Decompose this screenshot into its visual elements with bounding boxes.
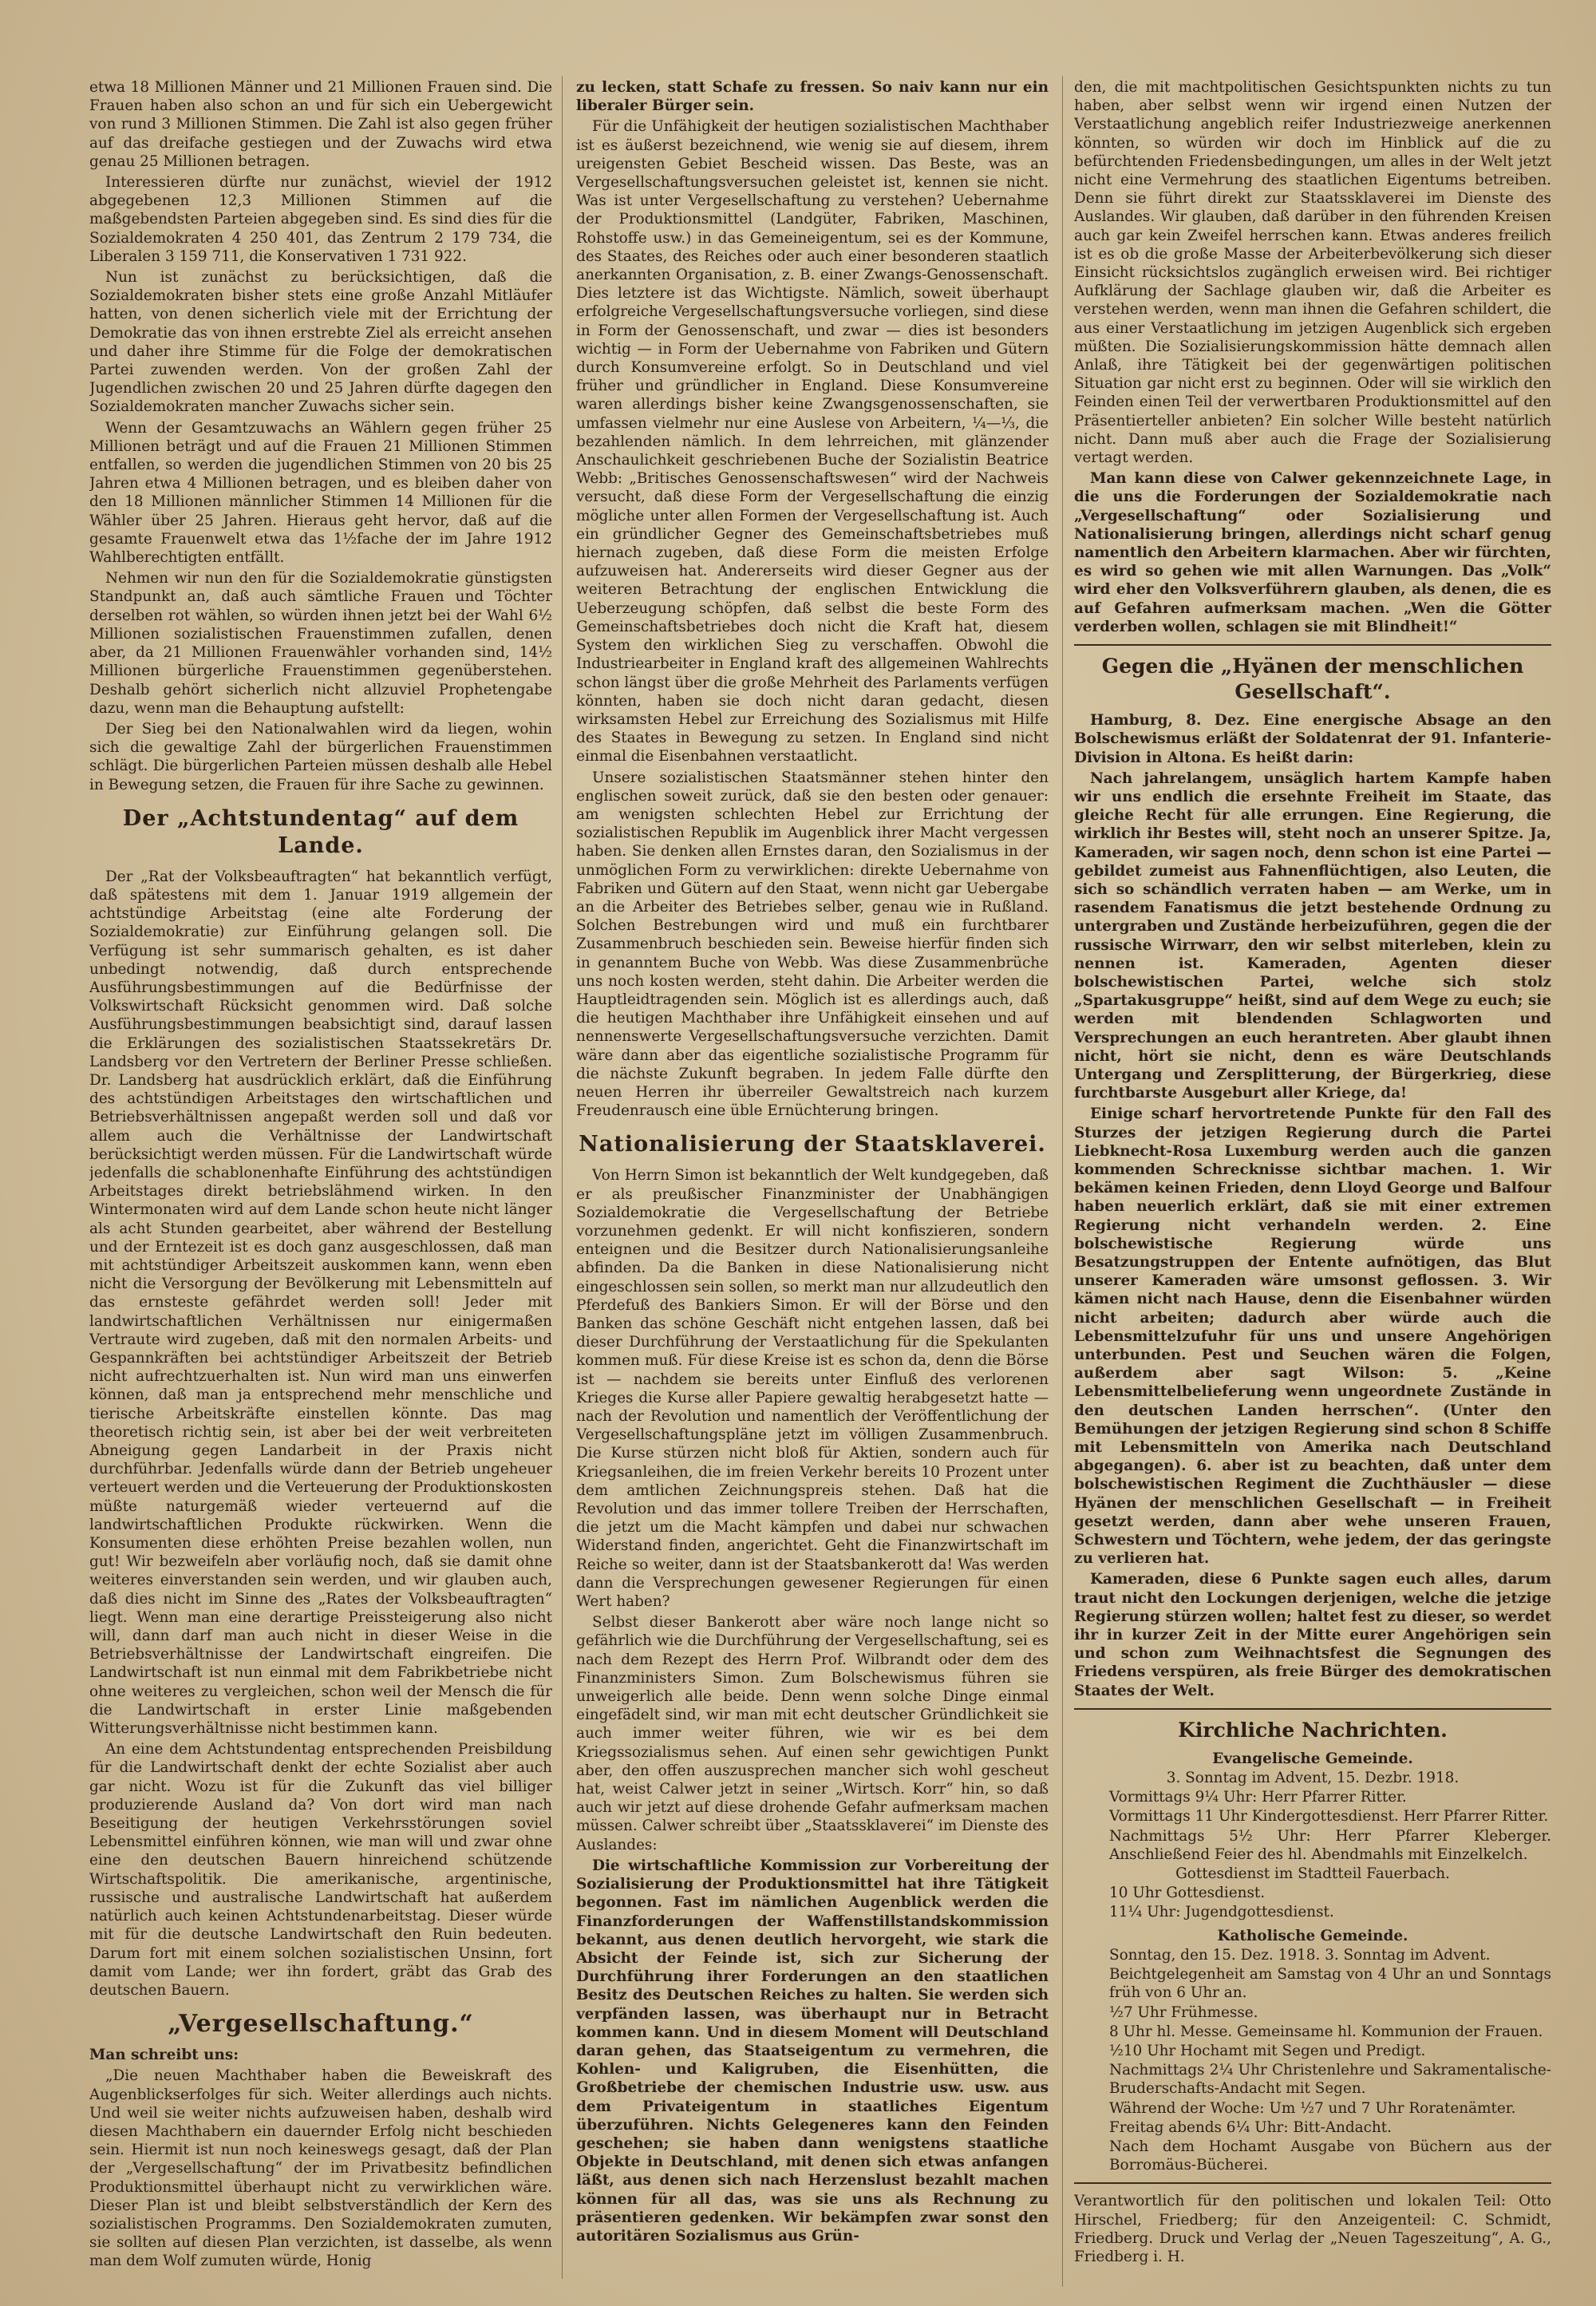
article-intro-line: Man schreibt uns: [89,2047,239,2064]
article-paragraph: Wenn der Gesamtzuwachs an Wählern gegen früher 25 Millionen beträgt und auf die Frauen 21 Millionen Stimmen entfallen, so werden die jugendlichen Stimmen von 20 bis 25 Jahren etwa 4 Millionen betragen, und es bleiben daher von den 18 Millionen männlicher Stimmen 14 Millionen für die Wähler über 25 Jahren. Hieraus geht hervor, daß auf die gesamte Frauenwelt etwa das 1½fache der im Jahre 1912 Wahlberechtigten entfällt. [89,419,552,567]
article-paragraph: Unsere sozialistischen Staatsmänner stehen hinter den englischen soweit zurück, daß sie den besten oder genauer: am wenigsten schlechten Hebel zur Errichtung der sozialistischen Republik im Augenblick ihrer Macht vergessen haben. Sie denken allen Ernstes daran, den Sozialismus in der unmöglichen Form zu verwirklichen: direkte Uebernahme von Fabriken und Gütern auf den Staat, wenn nicht gar Uebergabe an die Arbeiter des Betriebes selber, genau wie in Rußland. Solchen Bestrebungen wird und muß ein furchtbarer Zusammenbruch beschieden sein. Beweise hierfür finden sich in genanntem Buche von Webb. Was diese Zusammenbrüche uns noch kosten werden, steht dahin. Die Arbeiter werden die Hauptleidtragenden sein. Möglich ist es allerdings auch, daß die heutigen Machthaber ihre Unfähigkeit einsehen und auf nennenswerte Vergesellschaftungsversuche verzichten. Damit wäre dann aber das eigentliche sozialistische Programm für die nächste Zukunft begraben. In jedem Falle dürfte den neuen Herren ihr überreiler Gewaltstreich nach kurzem Freudenrausch eine üble Ernüchterung bringen. [576,769,1049,1120]
heading-vergesellschaftung: „Vergesellschaftung.“ [168,2010,474,2039]
church-line: Gottesdienst im Stadtteil Fauerbach. [1175,1865,1450,1883]
heading-kirchliche-nachrichten: Kirchliche Nachrichten. [1178,1718,1448,1742]
section-divider [1074,2182,1551,2184]
heading-hyaenen: Gegen die „Hyänen der menschlichen Gesellschaft“. [1101,655,1524,704]
column-left [89,78,552,2269]
church-line: 8 Uhr hl. Messe. Gemeinsame hl. Kommunion der Frauen. [1109,2023,1543,2040]
column-rule-right [1062,76,1063,2287]
article-paragraph: Der Sieg bei den Nationalwahlen wird da liegen, wohin sich die gewaltige Zahl der bürgerlichen Frauenstimmen schlägt. Die bürgerlichen Parteien müssen deshalb alle Hebel in Bewegung setzen, die Frauen für ihre Sache zu gewinnen. [89,720,552,793]
article-paragraph: etwa 18 Millionen Männer und 21 Millionen Frauen sind. Die Frauen haben also schon an und für sich ein Uebergewicht von rund 3 Millionen Stimmen. Die Zahl ist also gegen früher auf das dreifache gestiegen und der Zuwachs wird etwa genau 25 Millionen betragen. [89,79,552,170]
article-paragraph: Nach jahrelangem, unsäglich hartem Kampfe haben wir uns endlich die ersehnte Freiheit im Staate, das gleiche Recht für alle errungen. Eine Regierung, die wirklich ihr Bestes will, steht noch an unserer Spitze. Ja, Kameraden, wir sagen noch, denn schon ist eine Partei — gebildet zumeist aus Fahnenflüchtigen, also Leuten, die sich so schändlich verraten haben — am Werke, um in rasendem Fanatismus die jetzt bestehende Ordnung zu untergraben und Zustände herbeizuführen, gegen die der russische Wirrwarr, den wir selbst miterleben, klein zu nennen ist. Kameraden, Agenten dieser bolschewistischen Partei, welche sich stolz „Spartakusgruppe“ heißt, sind auf dem Wege zu euch; sie werden mit blendenden Schlagworten und Versprechungen an euch herantreten. Aber glaubt ihnen nicht, hört sie nicht, denn es wäre Deutschlands Untergang und Zersplitterung, der Bürgerkrieg, diese furchtbarste Ausgeburt aller Kriege, da! [1074,769,1551,1102]
church-line: 11¼ Uhr: Jugendgottesdienst. [1109,1904,1334,1921]
heading-achtstundentag: Der „Achtstundentag“ auf dem Lande. [122,805,519,858]
article-paragraph: „Die neuen Machthaber haben die Beweiskraft des Augenblickserfolges für sich. Weiter allerdings auch nichts. Und weil sie weiter nichts aufzuweisen haben, deshalb wird diesen Machthabern ein dauernder Erfolg nicht beschieden sein. Hiermit ist nun noch keineswegs gesagt, daß der Plan der „Vergesellschaftung“ der im Privatbesitz befindlichen Produktionsmittel überhaupt nicht zu verwirklichen wäre. Dieser Plan ist und bleibt selbstverständlich der Kern des sozialistischen Programms. Den Sozialdemokraten zumuten, sie sollten auf diesen Plan verzichten, ist dasselbe, als wenn man dem Wolf zumuten würde, Honig [89,2067,552,2269]
church-line: Freitag abends 6¼ Uhr: Bitt-Andacht. [1109,2118,1392,2136]
church-news [1074,1718,1551,2174]
article-paragraph: Kameraden, diese 6 Punkte sagen euch alles, darum traut nicht den Lockungen derjenigen, welche die jetzige Regierung stürzen wollen; haltet fest zu dieser, so werdet ihr in kurzer Zeit in der Mitte eurer Angehörigen sein und schon zum Weihnachtsfest die Segnungen des Friedens verspüren, als freie Bürger des demokratischen Staates der Welt. [1074,1571,1551,1699]
article-paragraph: Selbst dieser Bankerott aber wäre noch lange nicht so gefährlich wie die Durchführung der Vergesellschaftung, sei es nach dem Rezept des Herrn Prof. Wilbrandt oder dem des Finanzministers Simon. Zum Bolschewismus führen sie unweigerlich alle beide. Denn wenn solche Dinge einmal eingefädelt sind, wir man mit echt deutscher Gründlichkeit sie auch immer weiter führen, wie wir es bei dem Kriegssozialismus sehen. Auf einen sehr gewichtigen Punkt aber, den offen auszusprechen mancher sich wohl gescheut hat, weist Calwer jetzt in seiner „Wirtsch. Korr“ hin, so daß auch wir jetzt auf diese drohende Gefahr aufmerksam machen müssen. Calwer schreibt über „Staatssklaverei“ im Dienste des Auslandes: [576,1614,1049,1853]
section-divider [1074,1708,1551,1710]
church-line: Vormittags 11 Uhr Kindergottesdienst. Herr Pfarrer Ritter. [1109,1808,1549,1825]
article-paragraph: Nun ist zunächst zu berücksichtigen, daß die Sozialdemokraten bisher stets eine große Anzahl Mitläufer hatten, von denen sicherlich viele mit der Errichtung der Demokratie das von ihnen erstrebte Ziel als erreicht ansehen und daher ihre Stimme für die Folge der demokratischen Partei zuwenden werden. Von der großen Zahl der Jugendlichen zwischen 20 und 25 Jahren dürfte dagegen den Sozialdemokraten mancher Zuwachs sicher sein. [89,269,552,416]
church-line: Nach dem Hochamt Ausgabe von Büchern aus der Borromäus-Bücherei. [1109,2138,1551,2174]
column-middle [576,78,1049,2297]
church-line: Nachmittags 5½ Uhr: Herr Pfarrer Kleberger. Anschließend Feier des hl. Abendmahls mit Einzelkelch. [1109,1827,1551,1863]
church-line: ½10 Uhr Hochamt mit Segen und Predigt. [1109,2042,1426,2059]
article-paragraph: den, die mit machtpolitischen Gesichtspunkten nichts zu tun haben, aber selbst wenn wir irgend einen Nutzen der Verstaatlichung angeblich reifer Industriezweige anerkennen könnten, so würden wir doch im Hinblick auf die zu befürchtenden Friedensbedingungen, um alles in der Welt jetzt nicht eine Vermehrung des staatlichen Eigentums betreiben. Denn sie führt direkt zur Staatssklaverei im Dienste des Auslandes. Wir glauben, daß darüber in den führenden Kreisen auch gar kein Zweifel herrschen kann. Etwas anderes freilich ist es ob die große Masse der Arbeiterbevölkerung sich dieser Einsicht rücksichtslos zugänglich erweisen wird. Bei richtiger Aufklärung der Sachlage glauben wir, daß die Arbeiter es verstehen werden, wenn man ihnen die Gefahren schildert, die aus einer Verstaatlichung im jetzigen Augenblick sich ergeben müßten. Die Sozialisierungskommission hätte demnach allen Anlaß, ihre Tätigkeit bei der gegenwärtigen politischen Situation gar nicht erst zu beginnen. Oder will sie wirklich den Feinden einen Teil der verwertbaren Produktionsmittel auf den Präsentierteller anbieten? Ein solcher Wille besteht natürlich nicht. Dann muß aber auch die Frage der Sozialisierung vertagt werden. [1074,79,1551,467]
column-rule-left [562,76,563,2279]
article-paragraph: Für die Unfähigkeit der heutigen sozialistischen Machthaber ist es äußerst bezeichnend, wie wenig sie auf diesem, ihrem ureigensten Gebiet Bescheid wissen. Das Beste, was an Vergesellschaftungsversuchen geleistet ist, kennen sie nicht. Was ist unter Vergesellschaftung zu verstehen? Uebernahme der Produktionsmittel (Landgüter, Fabriken, Maschinen, Rohstoffe usw.) in das Gemeineigentum, sei es der Kommune, des Staates, des Reiches oder auch einer besonderen staatlich anerkannten Organisation, z. B. einer Zwangs-Genossenschaft. Dies letztere ist das Wichtigste. Nämlich, soweit überhaupt erfolgreiche Vergesellschaftungsversuche vorliegen, sind diese in Form der Genossenschaft, und zwar — dies ist besonders wichtig — in Form der Uebernahme von Fabriken und Gütern durch Konsumvereine erfolgt. So in Deutschland und viel früher und gründlicher in England. Diese Konsumvereine waren allerdings bisher keine Zwangsgenossenschaften, sie umfassen vielmehr nur eine Auslese von Arbeitern, ¼—⅓, die bezahlenden nämlich. In dem lehrreichen, mit glänzender Anschaulichkeit geschriebenen Buche der Sozialistin Beatrice Webb: „Britisches Genossenschaftswesen“ wird der Nachweis versucht, daß diese Form der Vergesellschaftung die einzig mögliche unter allen Formen der Vergesellschaftung ist. Auch ein gründlicher Gegner des Gemeinschaftsbetriebes muß hiernach zugeben, daß diese Form die meisten Erfolge aufzuweisen hat. Andererseits wird dieser Gegner aus der weiteren Betrachtung der englischen Entwicklung die Ueberzeugung schöpfen, daß selbst die beste Form des Gemeinschaftsbetriebes doch nicht die Kraft hat, diesem System den wirklichen Sieg zu verschaffen. Obwohl die Industriearbeiter in England kraft des allgemeinen Wahlrechts schon längst über die große Mehrheit des Parlaments verfügen könnten, haben sie doch nicht daran gedacht, diesen wirksamsten Hebel zur Erreichung des Sozialismus mit Hilfe des Staates in Bewegung zu setzen. In England sind nicht einmal die Eisenbahnen verstaatlicht. [576,118,1049,765]
heading-nationalisierung: Nationalisierung der Staatsklaverei. [579,1132,1046,1157]
article-paragraph: Der „Rat der Volksbeauftragten“ hat bekanntlich verfügt, daß spätestens mit dem 1. Januar 1919 allgemein der achtstündige Arbeitstag (eine alte Forderung der Sozialdemokratie) zur Einführung gelangen soll. Die Verfügung ist sehr summarisch gehalten, es ist daher unbedingt notwendig, daß durch entsprechende Ausführungsbestimmungen auf die Bedürfnisse der Volkswirtschaft Rücksicht genommen wird. Daß solche Ausführungsbestimmungen beabsichtigt sind, darauf lassen die Erklärungen des sozialistischen Staatssekretärs Dr. Landsberg vor den Vertretern der Berliner Presse schließen. Dr. Landsberg hat ausdrücklich erklärt, daß die Einführung des achtstündigen Arbeitstages den wirtschaftlichen und Betriebsverhältnissen angepaßt werden soll und daß vor allem auch die Verhältnisse der Landwirtschaft berücksichtigt werden müssen. Für die Landwirtschaft würde jedenfalls die schablonenhafte Einführung des achtstündigen Arbeitstages direkt betriebslähmend wirken. In den Wintermonaten wird auf dem Lande schon heute nicht länger als acht Stunden gearbeitet, aber während der Bestellung und der Erntezeit ist es doch ganz ausgeschlossen, daß man mit achtstündiger Arbeitszeit auskommen kann, wenn eben nicht die Versorgung der Bevölkerung mit Lebensmitteln auf das ernsteste gefährdet werden soll! Jeder mit landwirtschaftlichen Verhältnissen nur einigermaßen Vertraute wird zugeben, daß mit den normalen Arbeits- und Gespannkräften bei achtstündiger Arbeitszeit der Betrieb nicht aufrechtzuerhalten ist. Nun wird man uns einwerfen können, daß man ja entsprechend mehr menschliche und tierische Arbeitskräfte einstellen könnte. Das mag theoretisch richtig sein, ist aber bei der weit verbreiteten Abneigung gegen Landarbeit in der Praxis nicht durchführbar. Jedenfalls würde dann der Betrieb ungeheuer verteuert werden und die Verteuerung der Produktionskosten müßte naturgemäß wieder verteuernd auf die landwirtschaftlichen Produkte rückwirken. Wenn die Konsumenten diese erhöhten Preise bezahlen wollen, nun gut! Wir bezweifeln aber vorläufig noch, daß sie damit ohne weiteres einverstanden sein werden, und wir glauben auch, daß dies nicht im Sinne des „Rates der Volksbeauftragten“ liegt. Wenn man eine derartige Preissteigerung also nicht will, dann darf man auch nicht in dieser Weise in die Betriebsverhältnisse der Landwirtschaft eingreifen. Die Landwirtschaft ist nun einmal mit dem Fabrikbetriebe nicht ohne weiteres zu vergleichen, schon weil der Mensch die für die Landwirtschaft in erster Linie maßgebenden Witterungsverhältnisse nicht bestimmen kann. [89,868,552,1738]
article-paragraph: Hamburg, 8. Dez. Eine energische Absage an den Bolschewismus erläßt der Soldatenrat der 91. Infanterie-Division in Altona. Es heißt darin: [1074,712,1551,766]
church-line: Während der Woche: Um ½7 und 7 Uhr Roratenämter. [1109,2099,1516,2117]
church-line: Sonntag, den 15. Dez. 1918. 3. Sonntag im Advent. [1109,1946,1491,1964]
church-date: 3. Sonntag im Advent, 15. Dezbr. 1918. [1166,1770,1460,1787]
section-divider [1074,644,1551,646]
article-paragraph: Einige scharf hervortretende Punkte für den Fall des Sturzes der jetzigen Regierung durch die Partei Liebknecht-Rosa Luxemburg werden auch die ganzen kommenden Schrecknisse sichtbar machen. 1. Wir bekämen keinen Frieden, denn Lloyd George und Balfour haben neuerlich erklärt, daß sie mit einer extremen Regierung nicht verhandeln werden. 2. Eine bolschewistische Regierung würde uns Besatzungstruppen der Entente aufnötigen, das Blut unserer Kameraden wäre umsonst geflossen. 3. Wir kämen nicht nach Hause, denn die Eisenbahner würden nicht arbeiten; dadurch aber würde auch die Lebensmittelzufuhr für uns und unsere Angehörigen unterbunden. Pest und Seuchen wären die Folgen, außerdem aber sagt Wilson: 5. „Keine Lebensmittelbelieferung wenn ungeordnete Zustände in den deutschen Landen herrschen“. (Unter den Bemühungen der jetzigen Regierung sind schon 8 Schiffe mit Lebensmitteln von Amerika nach Deutschland abgegangen). 6. aber ist zu beachten, daß unter dem bolschewistischen Regiment die Zuchthäusler — diese Hyänen der menschlichen Gesellschaft — in Freiheit gesetzt werden, dann aber wehe unseren Frauen, Schwestern und Töchtern, wehe jedem, der das geringste zu verlieren hat. [1074,1106,1551,1568]
column-right [1074,78,1551,2281]
church-line: Beichtgelegenheit am Samstag von 4 Uhr an und Sonntags früh von 6 Uhr an. [1109,1966,1551,2002]
article-paragraph: An eine dem Achtstundentag entsprechenden Preisbildung für die Landwirtschaft denkt der echte Sozialist aber auch gar nicht. Wozu ist für die Zukunft das viel billiger produzierende Ausland da? Von dort wird man nach Beseitigung der heutigen Verkehrsstörungen soviel Lebensmittel einführen können, wie man will und zwar ohne eine den deutschen Bauern hinreichend schützende Wirtschaftspolitik. Die amerikanische, argentinische, russische und australische Landwirtschaft hat außerdem natürlich auch keinen Achtstundenarbeitstag. Dieser würde mit für die deutsche Landwirtschaft den Ruin bedeuten. Darum fort mit einem solchen sozialistischen Unsinn, fort damit vom Lande; wer ihn fordert, gräbt das Grab des deutschen Bauern. [89,1741,552,1999]
church-section-title: Katholische Gemeinde. [1217,1927,1408,1944]
imprint: Verantwortlich für den politischen und lokalen Teil: Otto Hirschel, Friedberg; für den Anzeigenteil: C. Schmidt, Friedberg. Druck und Verlag der „Neuen Tageszeitung“, A. G., Friedberg i. H. [1074,2193,1551,2265]
church-line: 10 Uhr Gottesdienst. [1109,1885,1266,1902]
article-paragraph: Man kann diese von Calwer gekennzeichnete Lage, in die uns die Forderungen der Sozialdemokratie nach „Vergesellschaftung“ oder Sozialisierung und Nationalisierung bringen, allerdings nicht scharf genug namentlich den Arbeitern klarmachen. Aber wir fürchten, es wird so gehen wie mit allen Warnungen. Das „Volk“ wird eher den Volksverführern glauben, als denen, die es auf Gefahren aufmerksam machen. „Wen die Götter verderben wollen, schlagen sie mit Blindheit!“ [1074,470,1551,635]
article-paragraph: Interessieren dürfte nur zunächst, wieviel der 1912 abgegebenen 12,3 Millionen Stimmen auf die maßgebendsten Parteien abgegeben sind. Es sind dies für die Sozialdemokraten 4 250 401, das Zentrum 2 179 734, die Liberalen 3 159 711, die Konservativen 1 731 922. [89,174,552,265]
article-paragraph: Von Herrn Simon ist bekanntlich der Welt kundgegeben, daß er als preußischer Finanzminister der Unabhängigen Sozialdemokratie die Vergesellschaftung der Betriebe vorzunehmen gedenkt. Er will nicht konfiszieren, sondern enteignen und die Besitzer durch Nationalisierungsanleihe abfinden. Da die Banken in diese Nationalisierung nicht eingeschlossen sein sollen, so merkt man nur allzudeutlich den Pferdefuß des Bankiers Simon. Er will der Börse und den Banken das schöne Geschäft nicht entgehen lassen, daß bei dieser Durchführung der Verstaatlichung für die Spekulanten kommen muß. Für diese Kreise ist es schon da, denn die Börse ist — nachdem sie bereits unter Einfluß des verlorenen Krieges die Kurse aller Papiere gewaltig herabgesetzt hatte — nach der Revolution und namentlich der Veröffentlichung der Vergesellschaftungspläne jetzt im völligen Zusammenbruch. Die Kurse stürzen nicht bloß für Aktien, sondern auch für Kriegsanleihen, die im freien Verkehr bereits 10 Prozent unter dem amtlichen Zeichnungspreis stehen. Daß hat die Revolution und das immer tollere Treiben der Herrschaften, die jetzt um die Macht kämpfen und dabei nur schwachen Widerstand finden, angerichtet. Geht die Finanzwirtschaft im Reiche so weiter, dann ist der Staatsbankerott da! Was werden dann die Versprechungen gewesener Regierungen für einen Wert haben? [576,1167,1049,1611]
church-line: ½7 Uhr Frühmesse. [1109,2003,1258,2021]
article-paragraph: Die wirtschaftliche Kommission zur Vorbereitung der Sozialisierung der Produktionsmittel hat ihre Tätigkeit begonnen. Fast im nämlichen Augenblick werden die Finanzforderungen der Waffenstillstandskommission bekannt, aus denen deutlich hervorgeht, wie stark die Absicht der Feinde ist, sich zur Sicherung der Durchführung ihrer Forderungen an den staatlichen Besitz des Deutschen Reiches zu halten. Sie werden sich verpfänden lassen, was überhaupt nur in Betracht kommen kann. Und in diesem Moment will Deutschland daran gehen, das Staatseigentum zu vermehren, die Kohlen- und Kaligruben, die Eisenhütten, die Großbetriebe der chemischen Industrie usw. usw. aus dem Privateigentum in staatliches Eigentum überzuführen. Nichts Gelegeneres kann den Feinden geschehen; sie haben dann wenigstens staatliche Objekte in Deutschland, mit denen sich etwas anfangen läßt, aus denen sich nach Herzenslust bezahlt machen können für all das, was sie uns als Rechnung zu präsentieren gedenken. Wir bekämpfen zwar sonst den autoritären Sozialismus aus Grün- [576,1857,1049,2245]
article-paragraph: Nehmen wir nun den für die Sozialdemokratie günstigsten Standpunkt an, daß auch sämtliche Frauen und Töchter derselben rot wählen, so würden ihnen jetzt bei der Wahl 6½ Millionen sozialistischen Frauenstimmen zufallen, denen aber, da 21 Millionen Frauenwähler vorhanden sind, 14½ Millionen bürgerliche Frauenstimmen gegenüberstehen. Deshalb gehört sicherlich nicht allzuviel Prophetengabe dazu, wenn man die Behauptung aufstellt: [89,570,552,717]
article-paragraph: zu lecken, statt Schafe zu fressen. So naiv kann nur ein liberaler Bürger sein. [576,79,1049,115]
church-line: Vormittags 9¼ Uhr: Herr Pfarrer Ritter. [1109,1789,1407,1806]
church-line: Nachmittags 2¼ Uhr Christenlehre und Sakramentalische-Bruderschafts-Andacht mit Segen. [1109,2062,1551,2098]
church-section-title: Evangelische Gemeinde. [1212,1750,1413,1767]
